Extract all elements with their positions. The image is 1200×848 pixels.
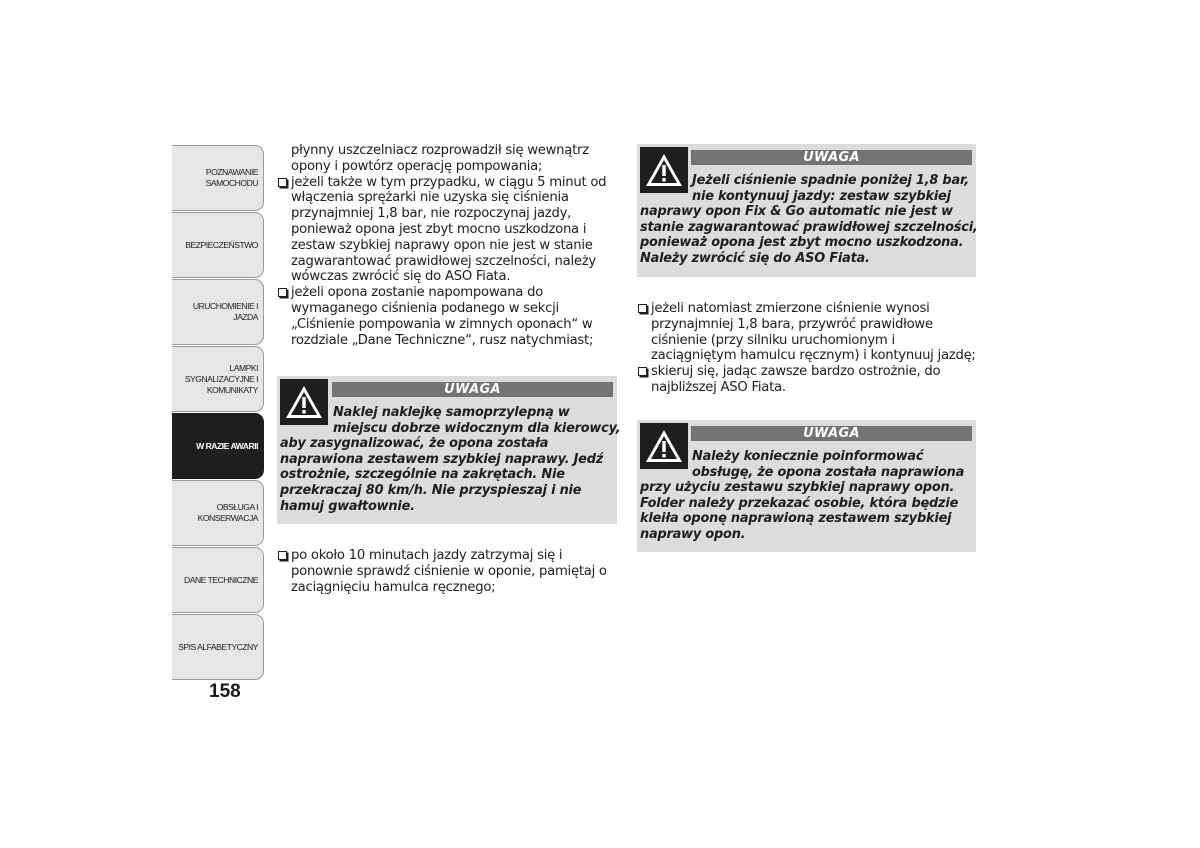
bullet-item xyxy=(637,301,982,364)
warning-title: UWAGA xyxy=(332,382,613,397)
text-line: naprawiona zestawem szybkiej naprawy. Jedź xyxy=(280,451,604,467)
warning-box xyxy=(637,420,976,552)
bullet-box-icon xyxy=(278,551,287,560)
text-line: przynajmniej 1,8 bara, przywróć prawidłowe xyxy=(651,316,933,332)
text-line: Naklej naklejkę samoprzylepną w xyxy=(333,405,570,420)
text-line: zagwarantować prawidłowej szczelności, należy xyxy=(291,253,596,269)
warning-box xyxy=(637,144,976,277)
tab-spis-alfabetyczny[interactable]: SPIS ALFABETYCZNY xyxy=(172,614,264,680)
text-line: włączenia sprężarki nie uzyska się ciśnienia xyxy=(291,190,569,206)
tab-obsluga-i-konserwacja[interactable]: OBSŁUGA I KONSERWACJA xyxy=(172,480,264,546)
text-line: najbliższej ASO Fiata. xyxy=(651,379,786,395)
text-line: jeżeli natomiast zmierzone ciśnienie wynosi xyxy=(651,301,930,316)
text-line: przy użyciu zestawu szybkiej naprawy opon. xyxy=(640,480,955,496)
continuation-paragraph xyxy=(277,143,617,175)
bullet-box-icon xyxy=(278,288,287,297)
text-line: jeżeli także w tym przypadku, w ciągu 5 minut od xyxy=(291,174,607,190)
text-line: jeżeli opona zostanie napompowana do xyxy=(291,285,544,301)
text-line: Jeżeli ciśnienie spadnie poniżej 1,8 bar, xyxy=(692,173,969,188)
text-line: Należy zwrócić się do ASO Fiata. xyxy=(640,250,870,266)
bullet-box-icon xyxy=(638,367,647,376)
text-line: hamuj gwałtownie. xyxy=(280,498,415,514)
bullet-item xyxy=(277,548,617,595)
text-line: przekraczaj 80 km/h. Nie przyspieszaj i nie xyxy=(280,482,582,498)
text-line: zaciągnięciu hamulca ręcznego; xyxy=(291,579,496,595)
text-line: ponieważ opona jest zbyt mocno uszkodzona i xyxy=(291,221,587,237)
text-line: opony i powtórz operację pompowania; xyxy=(291,158,543,174)
text-line: aby zasygnalizować, że opona została xyxy=(280,436,549,452)
bullet-item xyxy=(277,285,617,348)
text-line: Folder należy przekazać osobie, która będzie xyxy=(640,495,959,511)
text-line: przynajmniej 1,8 bar, nie rozpoczynaj jazdy, xyxy=(291,206,572,222)
tab-bezpieczenstwo[interactable]: BEZPIECZEŃSTWO xyxy=(172,212,264,278)
tab-poznawanie-samochodu[interactable]: POZNAWANIE SAMOCHODU xyxy=(172,145,264,211)
bullet-item xyxy=(277,175,617,286)
page-number: 158 xyxy=(209,681,241,702)
right-column-bullets xyxy=(637,301,982,396)
text-line: naprawy opon. xyxy=(640,526,746,542)
text-line: ciśnienie (przy silniku uruchomionym i xyxy=(651,332,895,348)
tab-lampki-sygnalizacyjne[interactable]: LAMPKI SYGNALIZACYJNE I KOMUNIKATY xyxy=(172,346,264,412)
left-column-top xyxy=(277,143,617,348)
warning-title: UWAGA xyxy=(691,426,972,441)
text-line: po około 10 minutach jazdy zatrzymaj się i xyxy=(291,548,563,563)
text-line: skieruj się, jadąc zawsze bardzo ostrożnie, do xyxy=(651,364,941,380)
bullet-item xyxy=(637,364,982,396)
text-line: Należy koniecznie poinformować xyxy=(692,449,924,464)
tab-dane-techniczne[interactable]: DANE TECHNICZNE xyxy=(172,547,264,613)
text-line: rozdziale „Dane Techniczne“, rusz natychmiast; xyxy=(291,332,594,348)
text-line: kleiła oponę naprawioną zestawem szybkiej xyxy=(640,511,952,527)
bullet-box-icon xyxy=(278,178,287,187)
text-line: nie kontynuuj jazdy: zestaw szybkiej xyxy=(692,188,951,204)
text-line: wymaganego ciśnienia podanego w sekcji xyxy=(291,300,559,316)
warning-title: UWAGA xyxy=(691,150,972,165)
text-line: ponieważ opona jest zbyt mocno uszkodzona. xyxy=(640,235,964,251)
text-line: „Ciśnienie pompowania w zimnych oponach“ w xyxy=(291,316,593,332)
warning-box xyxy=(277,376,621,524)
text-line: naprawy opon Fix & Go automatic nie jest w xyxy=(640,204,953,220)
text-line: obsługę, że opona została naprawiona xyxy=(692,464,965,480)
text-line: ponownie sprawdź ciśnienie w oponie, pamiętaj o xyxy=(291,563,607,579)
warning-text xyxy=(280,405,621,514)
text-line: miejscu dobrze widocznym dla kierowcy, xyxy=(333,420,621,436)
text-line: wówczas zwrócić się do ASO Fiata. xyxy=(291,269,511,285)
left-column-bottom xyxy=(277,548,617,595)
text-line: stanie zagwarantować prawidłowej szczelności, xyxy=(640,219,978,235)
warning-text xyxy=(640,173,978,267)
text-line: płynny uszczelniacz rozprowadził się wewnątrz xyxy=(291,143,589,158)
bullet-box-icon xyxy=(638,304,647,313)
tab-uruchomienie-i-jazda[interactable]: URUCHOMIENIE I JAZDA xyxy=(172,279,264,345)
warning-text xyxy=(640,449,968,543)
text-line: zestaw szybkiej naprawy opon nie jest w stanie xyxy=(291,237,593,253)
text-line: ostrożnie, szczególnie na zakrętach. Nie xyxy=(280,467,565,483)
tab-w-razie-awarii[interactable]: W RAZIE AWARII xyxy=(172,413,264,479)
text-line: zaciągniętym hamulcu ręcznym) i kontynuuj jazdę; xyxy=(651,348,976,364)
